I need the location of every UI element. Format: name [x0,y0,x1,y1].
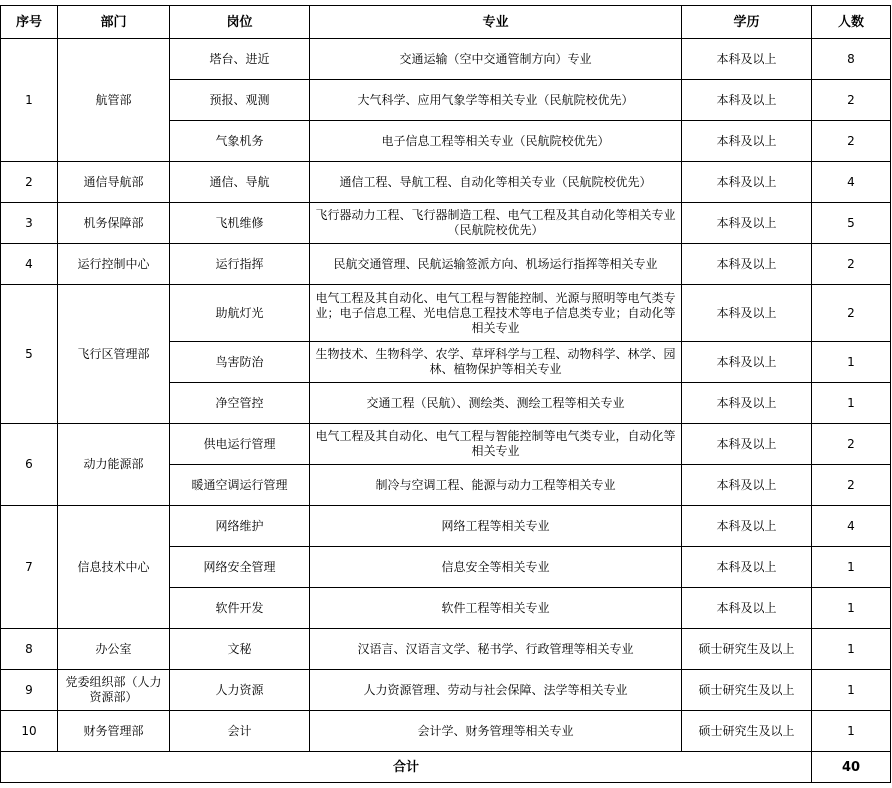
cell-post: 运行指挥 [170,244,310,285]
cell-no: 3 [1,203,58,244]
cell-count: 5 [812,203,891,244]
cell-count: 8 [812,39,891,80]
total-row [1,752,891,783]
cell-education: 硕士研究生及以上 [682,711,812,752]
cell-dept: 航管部 [58,39,170,162]
total-count: 40 [812,752,891,783]
cell-education: 本科及以上 [682,162,812,203]
header-post: 岗位 [170,6,310,39]
cell-major: 网络工程等相关专业 [310,506,682,547]
header-count: 人数 [812,6,891,39]
cell-count: 2 [812,80,891,121]
cell-dept: 财务管理部 [58,711,170,752]
cell-count: 1 [812,547,891,588]
cell-post: 网络维护 [170,506,310,547]
cell-education: 本科及以上 [682,506,812,547]
cell-major: 电子信息工程等相关专业（民航院校优先） [310,121,682,162]
cell-major: 交通运输（空中交通管制方向）专业 [310,39,682,80]
table-row [1,203,891,244]
table-row [1,285,891,342]
cell-no: 10 [1,711,58,752]
cell-count: 2 [812,424,891,465]
cell-education: 本科及以上 [682,547,812,588]
cell-education: 本科及以上 [682,342,812,383]
header-row [1,6,891,39]
cell-no: 7 [1,506,58,629]
cell-post: 供电运行管理 [170,424,310,465]
cell-post: 会计 [170,711,310,752]
cell-post: 网络安全管理 [170,547,310,588]
cell-major: 制冷与空调工程、能源与动力工程等相关专业 [310,465,682,506]
table-row [1,711,891,752]
total-label: 合计 [1,752,812,783]
cell-major: 汉语言、汉语言文学、秘书学、行政管理等相关专业 [310,629,682,670]
cell-major: 民航交通管理、民航运输签派方向、机场运行指挥等相关专业 [310,244,682,285]
cell-dept: 动力能源部 [58,424,170,506]
cell-no: 4 [1,244,58,285]
cell-no: 5 [1,285,58,424]
cell-post: 气象机务 [170,121,310,162]
cell-major: 电气工程及其自动化、电气工程与智能控制等电气类专业，自动化等相关专业 [310,424,682,465]
cell-education: 本科及以上 [682,39,812,80]
cell-post: 暖通空调运行管理 [170,465,310,506]
cell-education: 本科及以上 [682,285,812,342]
cell-no: 9 [1,670,58,711]
table-row [1,670,891,711]
cell-major: 人力资源管理、劳动与社会保障、法学等相关专业 [310,670,682,711]
table-row [1,424,891,465]
cell-major: 信息安全等相关专业 [310,547,682,588]
cell-post: 预报、观测 [170,80,310,121]
header-no: 序号 [1,6,58,39]
table-row [1,162,891,203]
cell-count: 4 [812,162,891,203]
cell-dept: 通信导航部 [58,162,170,203]
cell-count: 1 [812,588,891,629]
cell-post: 鸟害防治 [170,342,310,383]
cell-major: 会计学、财务管理等相关专业 [310,711,682,752]
cell-post: 净空管控 [170,383,310,424]
cell-no: 8 [1,629,58,670]
cell-no: 6 [1,424,58,506]
cell-count: 2 [812,244,891,285]
cell-no: 2 [1,162,58,203]
cell-dept: 运行控制中心 [58,244,170,285]
cell-count: 1 [812,342,891,383]
cell-education: 本科及以上 [682,244,812,285]
cell-post: 文秘 [170,629,310,670]
cell-education: 本科及以上 [682,588,812,629]
header-education: 学历 [682,6,812,39]
cell-education: 本科及以上 [682,203,812,244]
cell-count: 2 [812,285,891,342]
cell-dept: 机务保障部 [58,203,170,244]
cell-dept: 党委组织部（人力资源部） [58,670,170,711]
cell-dept: 信息技术中心 [58,506,170,629]
cell-major: 交通工程（民航）、测绘类、测绘工程等相关专业 [310,383,682,424]
cell-post: 软件开发 [170,588,310,629]
cell-post: 人力资源 [170,670,310,711]
header-dept: 部门 [58,6,170,39]
cell-count: 1 [812,383,891,424]
cell-education: 硕士研究生及以上 [682,670,812,711]
cell-major: 通信工程、导航工程、自动化等相关专业（民航院校优先） [310,162,682,203]
table-row [1,39,891,80]
cell-major: 软件工程等相关专业 [310,588,682,629]
cell-post: 飞机维修 [170,203,310,244]
cell-post: 通信、导航 [170,162,310,203]
recruitment-table [0,5,891,783]
table-row [1,506,891,547]
cell-dept: 飞行区管理部 [58,285,170,424]
cell-count: 1 [812,670,891,711]
cell-education: 硕士研究生及以上 [682,629,812,670]
cell-post: 塔台、进近 [170,39,310,80]
cell-major: 飞行器动力工程、飞行器制造工程、电气工程及其自动化等相关专业（民航院校优先） [310,203,682,244]
cell-education: 本科及以上 [682,383,812,424]
cell-major: 大气科学、应用气象学等相关专业（民航院校优先） [310,80,682,121]
cell-count: 2 [812,465,891,506]
cell-education: 本科及以上 [682,80,812,121]
cell-count: 2 [812,121,891,162]
cell-dept: 办公室 [58,629,170,670]
cell-education: 本科及以上 [682,465,812,506]
cell-major: 生物技术、生物科学、农学、草坪科学与工程、动物科学、林学、园林、植物保护等相关专业 [310,342,682,383]
cell-post: 助航灯光 [170,285,310,342]
cell-education: 本科及以上 [682,424,812,465]
cell-count: 1 [812,629,891,670]
cell-major: 电气工程及其自动化、电气工程与智能控制、光源与照明等电气类专业；电子信息工程、光电信息工程技术等电子信息类专业；自动化等相关专业 [310,285,682,342]
cell-education: 本科及以上 [682,121,812,162]
table-row [1,244,891,285]
cell-count: 1 [812,711,891,752]
table-row [1,629,891,670]
cell-no: 1 [1,39,58,162]
cell-count: 4 [812,506,891,547]
header-major: 专业 [310,6,682,39]
